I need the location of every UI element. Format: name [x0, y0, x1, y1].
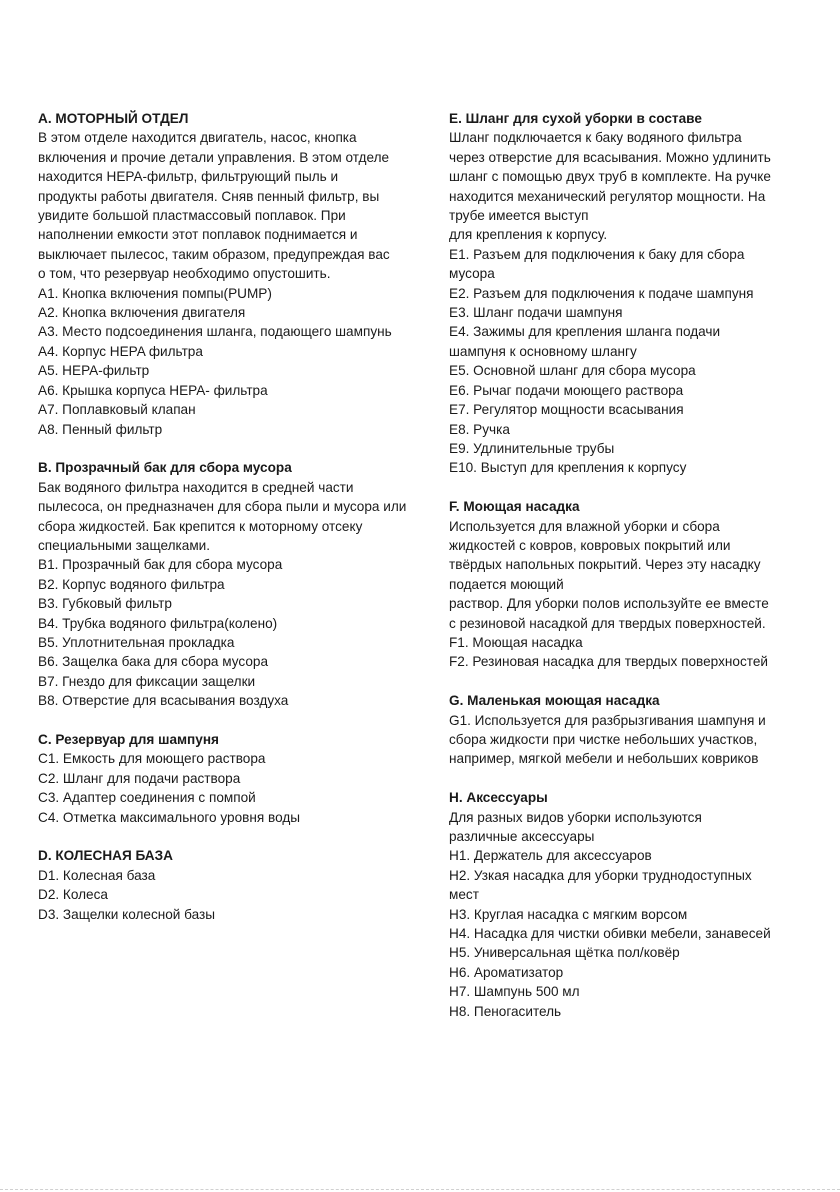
text-line: C3. Адаптер соединения с помпой — [38, 790, 256, 806]
text-line: В этом отделе находится двигатель, насос, кнопка — [38, 130, 357, 146]
text-line: Для разных видов уборки используются — [449, 809, 702, 825]
right-column — [449, 109, 837, 1040]
text-line: A1. Кнопка включения помпы(PUMP) — [38, 285, 272, 301]
text-line: наполнении емкости этот поплавок поднимается и — [38, 227, 358, 243]
text-line: раствор. Для уборки полов используйте ее вместе — [449, 596, 769, 612]
section-title: B. Прозрачный бак для сбора мусора — [38, 460, 292, 476]
section — [38, 458, 416, 710]
section-title: G. Маленькая моющая насадка — [449, 693, 660, 709]
text-line: A4. Корпус HEPA фильтра — [38, 343, 203, 359]
section-title: H. Аксессуары — [449, 790, 548, 806]
text-line: выключает пылесос, таким образом, предупреждая вас — [38, 246, 390, 262]
text-line: трубе имеется выступ — [449, 208, 589, 224]
section — [449, 788, 837, 1021]
section — [449, 109, 837, 478]
text-line: увидите большой пластмассовый поплавок. При — [38, 208, 346, 224]
text-line: B6. Защелка бака для сбора мусора — [38, 654, 269, 670]
text-line: B3. Губковый фильтр — [38, 596, 172, 612]
text-line: H4. Насадка для чистки обивки мебели, занавесей — [449, 926, 771, 942]
text-line: A7. Поплавковый клапан — [38, 402, 196, 418]
text-line: находится HEPA-фильтр, фильтрующий пыль и — [38, 169, 339, 185]
text-line: A3. Место подсоединения шланга, подающего шампунь — [38, 324, 392, 340]
section-title: E. Шланг для сухой уборки в составе — [449, 111, 702, 126]
text-line: пылесоса, он предназначен для сбора пыли и мусора или — [38, 499, 407, 515]
text-line: C4. Отметка максимального уровня воды — [38, 809, 301, 825]
text-line: сбора жидкостей. Бак крепится к моторному отсеку — [38, 518, 363, 534]
section — [449, 497, 837, 672]
text-line: H7. Шампунь 500 мл — [449, 984, 580, 1000]
text-line: G1. Используется для разбрызгивания шампуня и — [449, 712, 766, 728]
text-line: различные аксессуары — [449, 828, 595, 844]
text-line: F2. Резиновая насадка для твердых поверхностей — [449, 654, 768, 670]
section — [38, 730, 416, 827]
text-line: Шланг подключается к баку водяного фильтра — [449, 130, 742, 146]
text-line: продукты работы двигателя. Сняв пенный фильтр, вы — [38, 188, 380, 204]
text-line: B5. Уплотнительная прокладка — [38, 634, 235, 650]
text-line: A6. Крышка корпуса HEPA- фильтра — [38, 382, 268, 398]
text-line: E10. Выступ для крепления к корпусу — [449, 460, 687, 476]
text-line: B7. Гнездо для фиксации защелки — [38, 673, 256, 689]
text-line: Бак водяного фильтра находится в средней части — [38, 479, 354, 495]
text-line: B8. Отверстие для всасывания воздуха — [38, 693, 289, 709]
text-line: находится механический регулятор мощности. На — [449, 188, 766, 204]
text-line: E2. Разъем для подключения к подаче шампуня — [449, 285, 754, 301]
text-line: A8. Пенный фильтр — [38, 421, 163, 437]
text-line: B2. Корпус водяного фильтра — [38, 576, 225, 592]
text-line: твёрдых напольных покрытий. Через эту насадку — [449, 557, 761, 573]
text-line: для крепления к корпусу. — [449, 227, 608, 243]
text-line: E4. Зажимы для крепления шланга подачи — [449, 324, 721, 340]
text-line: E7. Регулятор мощности всасывания — [449, 402, 684, 418]
text-line: E6. Рычаг подачи моющего раствора — [449, 382, 684, 398]
text-line: E1. Разъем для подключения к баку для сбора — [449, 246, 745, 262]
text-line: E9. Удлинительные трубы — [449, 440, 615, 456]
text-line: F1. Моющая насадка — [449, 634, 583, 650]
text-line: D3. Защелки колесной базы — [38, 906, 216, 922]
text-line: B4. Трубка водяного фильтра(колено) — [38, 615, 278, 631]
text-line: C2. Шланг для подачи раствора — [38, 770, 241, 786]
section-title: C. Резервуар для шампуня — [38, 731, 219, 747]
text-line: через отверстие для всасывания. Можно удлинить — [449, 149, 771, 165]
text-line: например, мягкой мебели и небольших ковриков — [449, 751, 759, 767]
text-line: B1. Прозрачный бак для сбора мусора — [38, 557, 283, 573]
text-line: мусора — [449, 266, 495, 282]
text-line: о том, что резервуар необходимо опустошить. — [38, 266, 331, 282]
text-line: Используется для влажной уборки и сбора — [449, 518, 720, 534]
text-line: H6. Ароматизатор — [449, 964, 564, 980]
text-line: A5. HEPA-фильтр — [38, 363, 150, 379]
section — [38, 109, 416, 439]
text-line: жидкостей с ковров, ковровых покрытий или — [449, 537, 731, 553]
section — [449, 691, 837, 769]
text-line: подается моющий — [449, 576, 564, 592]
text-line: шампуня к основному шлангу — [449, 343, 637, 359]
section-title: F. Моющая насадка — [449, 499, 580, 515]
text-line: E8. Ручка — [449, 421, 510, 437]
text-line: H8. Пеногаситель — [449, 1003, 562, 1019]
text-line: A2. Кнопка включения двигателя — [38, 305, 246, 321]
text-line: сбора жидкости при чистке небольших участков, — [449, 731, 758, 747]
text-line: H1. Держатель для аксессуаров — [449, 848, 652, 864]
section-title: D. КОЛЕСНАЯ БАЗА — [38, 848, 173, 864]
text-line: H5. Универсальная щётка пол/ковёр — [449, 945, 680, 961]
text-line: C1. Емкость для моющего раствора — [38, 751, 266, 767]
text-line: шланг с помощью двух труб в комплекте. На ручке — [449, 169, 771, 185]
text-line: D1. Колесная база — [38, 867, 156, 883]
text-line: E5. Основной шланг для сбора мусора — [449, 363, 696, 379]
text-line: H3. Круглая насадка с мягким ворсом — [449, 906, 688, 922]
left-column — [38, 109, 416, 943]
section — [38, 846, 416, 924]
text-line: E3. Шланг подачи шампуня — [449, 305, 623, 321]
text-line: мест — [449, 887, 479, 903]
text-line: специальными защелками. — [38, 537, 211, 553]
section-title: A. МОТОРНЫЙ ОТДЕЛ — [38, 111, 189, 126]
text-line: H2. Узкая насадка для уборки труднодоступных — [449, 867, 752, 883]
text-line: с резиновой насадкой для твердых поверхностей. — [449, 615, 766, 631]
text-line: включения и прочие детали управления. В этом отделе — [38, 149, 390, 165]
text-line: D2. Колеса — [38, 887, 108, 903]
